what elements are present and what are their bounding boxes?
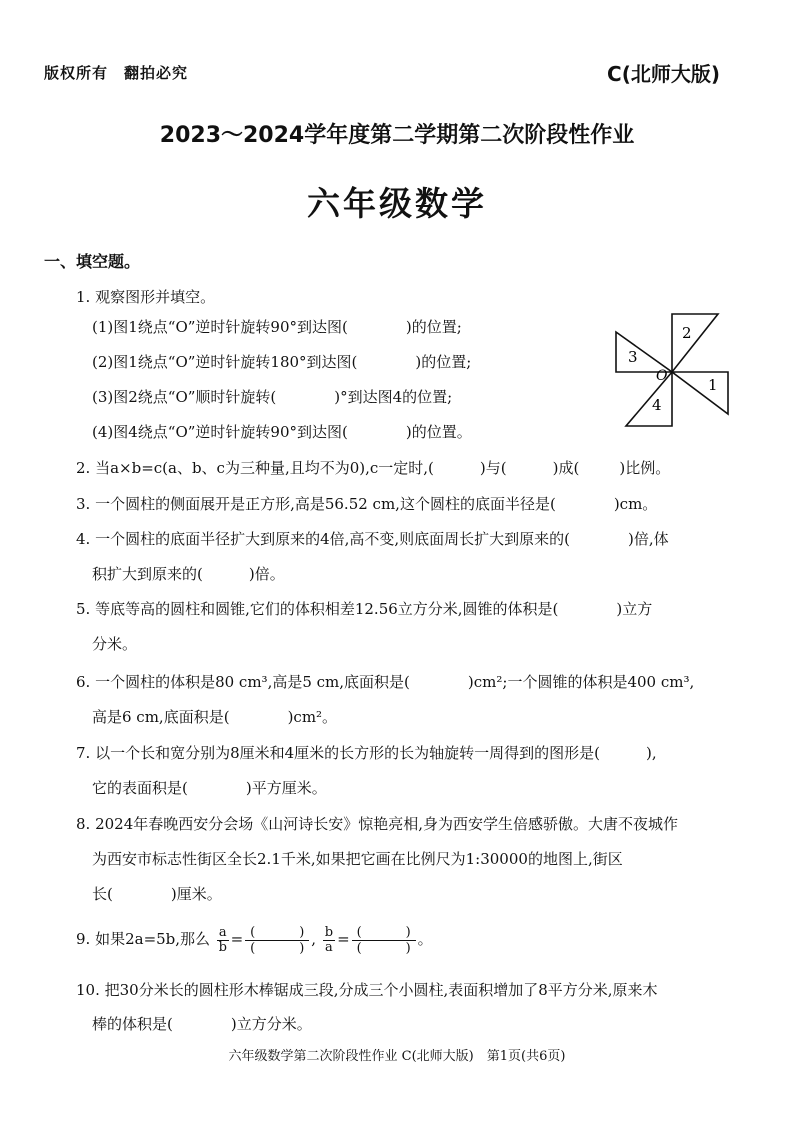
q6-line1 (76, 671, 694, 693)
answer-numerator (352, 925, 416, 941)
q4-text-2: 积扩大到原来的( (92, 565, 203, 583)
q5-line2: 分米。 (92, 635, 138, 653)
q6-text-2: 高是6 cm,底面积是( (92, 708, 230, 726)
q1-part1-end: )的位置; (405, 318, 462, 336)
label-4: 4 (652, 396, 662, 414)
q7-text-2-end: )平方厘米。 (245, 779, 327, 797)
triangle-3 (616, 332, 672, 372)
q1-part2 (92, 351, 471, 373)
page-footer: 六年级数学第二次阶段性作业 C(北师大版) 第1页(共6页) (228, 1049, 566, 1064)
q6-text: 6. 一个圆柱的体积是80 cm³,高是5 cm,底面积是( (76, 673, 410, 691)
q4-line1 (76, 528, 669, 550)
answer-fraction-2[interactable] (352, 925, 416, 956)
triangle-2 (672, 314, 718, 372)
equals-sign: = (230, 930, 244, 948)
q4-text: 4. 一个圆柱的底面半径扩大到原来的4倍,高不变,则底面周长扩大到原来的( (76, 530, 571, 548)
q10-line2 (92, 1013, 312, 1035)
q10-line1: 10. 把30分米长的圆柱形木棒锯成三段,分成三个小圆柱,表面积增加了8平方分米,原来木 (76, 981, 658, 999)
paren-open: ( (356, 924, 362, 940)
exam-title: 2023～2024学年度第二学期第二次阶段性作业 (159, 123, 635, 148)
answer-denominator (352, 941, 416, 956)
q8-line2: 为西安市标志性街区全长2.1千米,如果把它画在比例尺为1:30000的地图上,街区 (92, 850, 623, 868)
q1-stem: 1. 观察图形并填空。 (76, 288, 216, 306)
q2-text-3: )成( (552, 459, 580, 477)
q2-text-4: )比例。 (619, 459, 671, 477)
q1-part4-end: )的位置。 (405, 423, 472, 441)
q8-text-3: 长( (92, 885, 113, 903)
q7-line1 (76, 742, 657, 764)
q9 (76, 922, 433, 956)
q6-text-mid: )cm²;一个圆锥的体积是400 cm³, (467, 673, 695, 691)
answer-fraction-1[interactable] (245, 925, 309, 956)
subject-title: 六年级数学 (307, 184, 487, 223)
q1-part2-end: )的位置; (415, 353, 472, 371)
q5-text: 5. 等底等高的圆柱和圆锥,它们的体积相差12.56立方分米,圆锥的体积是( (76, 600, 559, 618)
paren-close: ) (405, 940, 411, 956)
q9-text-end: 。 (417, 930, 433, 948)
q3-text-end: )cm。 (613, 495, 658, 513)
paren-close: ) (405, 924, 411, 940)
fraction-numerator: a (218, 924, 227, 940)
q1-part4 (92, 421, 472, 443)
fraction-denominator: a (325, 939, 333, 955)
paren-close: ) (299, 924, 305, 940)
q7-line2 (92, 777, 327, 799)
label-2: 2 (682, 324, 692, 342)
label-center-o: O (656, 368, 668, 384)
q2-text: 2. 当a×b=c(a、b、c为三种量,且均不为0),c一定时,( (76, 459, 434, 477)
q5-text-end: )立方 (616, 600, 653, 618)
comma: , (311, 930, 316, 948)
section-title: 一、填空题。 (44, 252, 141, 271)
triangle-1 (672, 372, 728, 414)
q1-part3-end: )°到达图4的位置; (334, 388, 453, 406)
q8-line1: 8. 2024年春晚西安分会场《山河诗长安》惊艳亮相,身为西安学生倍感骄傲。大唐不夜城作 (76, 815, 679, 833)
q9-text: 9. 如果2a=5b,那么 (76, 930, 211, 948)
answer-numerator (245, 925, 309, 941)
q2-text-2: )与( (479, 459, 507, 477)
q6-text-2-end: )cm²。 (287, 708, 338, 726)
paren-close: ) (299, 940, 305, 956)
q8-text-3-end: )厘米。 (170, 885, 222, 903)
fraction-b-over-a (323, 926, 335, 955)
q1-part2-text: (2)图1绕点“O”逆时针旋转180°到达图( (92, 353, 358, 371)
q4-text-end: )倍,体 (628, 530, 669, 548)
q1-part4-text: (4)图4绕点“O”逆时针旋转90°到达图( (92, 423, 348, 441)
q2 (76, 457, 670, 479)
q8-line3 (92, 883, 222, 905)
pinwheel-figure (612, 310, 732, 430)
q5-line1 (76, 598, 652, 620)
fraction-denominator: b (218, 939, 227, 955)
q1-part3 (92, 386, 452, 408)
q3 (76, 493, 657, 515)
copyright-notice: 版权所有 翻拍必究 (44, 64, 189, 82)
paren-open: ( (250, 924, 256, 940)
fraction-numerator: b (324, 924, 334, 940)
q3-text: 3. 一个圆柱的侧面展开是正方形,高是56.52 cm,这个圆柱的底面半径是( (76, 495, 556, 513)
q6-line2 (92, 706, 337, 728)
answer-denominator (245, 941, 309, 956)
q7-text: 7. 以一个长和宽分别为8厘米和4厘米的长方形的长为轴旋转一周得到的图形是( (76, 744, 601, 762)
q4-text-2-end: )倍。 (248, 565, 285, 583)
paren-open: ( (356, 940, 362, 956)
fraction-a-over-b (217, 926, 229, 955)
q10-text-2-end: )立方分米。 (230, 1015, 312, 1033)
q1-part1-text: (1)图1绕点“O”逆时针旋转90°到达图( (92, 318, 348, 336)
paren-open: ( (250, 940, 256, 956)
edition-label: C(北师大版) (607, 62, 720, 86)
q4-line2 (92, 563, 285, 585)
equals-sign: = (337, 930, 350, 948)
label-3: 3 (628, 348, 638, 366)
q7-text-end: ), (646, 744, 657, 762)
q1-part3-text: (3)图2绕点“O”顺时针旋转( (92, 388, 277, 406)
q10-text-2: 棒的体积是( (92, 1015, 173, 1033)
label-1: 1 (708, 376, 718, 394)
q1-part1 (92, 316, 462, 338)
q7-text-2: 它的表面积是( (92, 779, 188, 797)
